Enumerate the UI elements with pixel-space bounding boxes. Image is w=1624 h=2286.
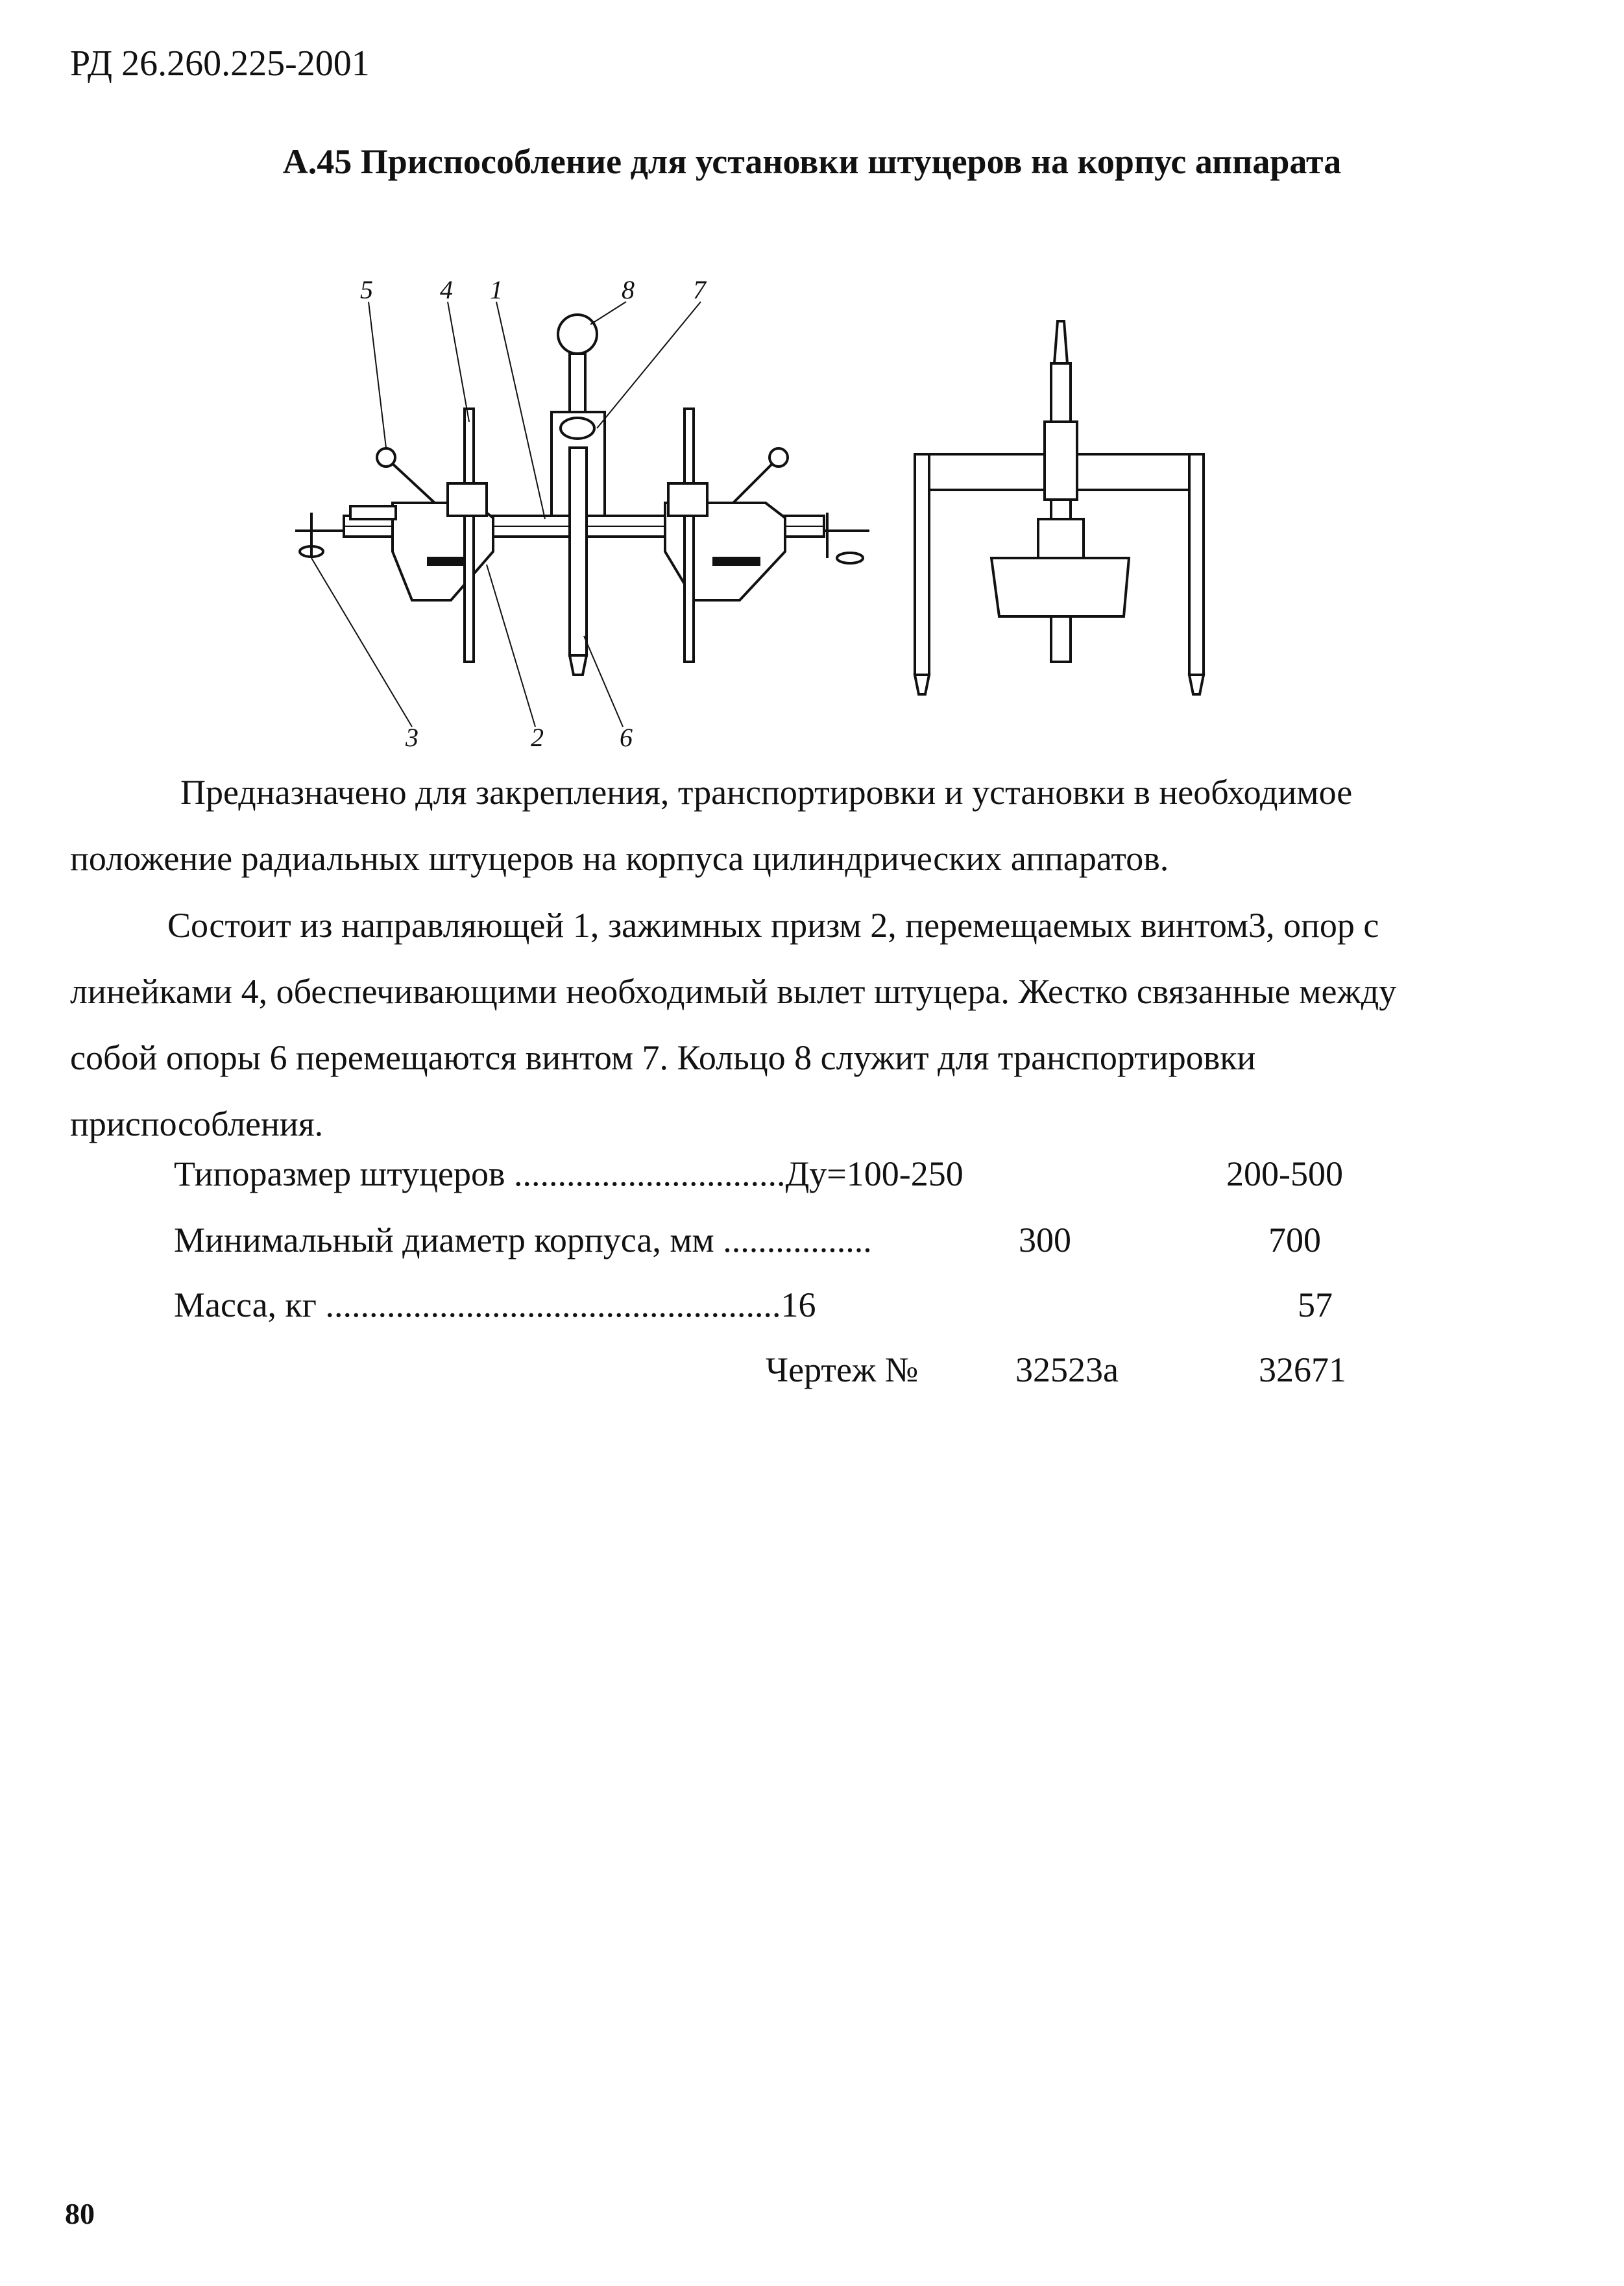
left-ruler	[465, 409, 474, 662]
spec-value-2: 200-500	[1226, 1154, 1343, 1193]
spec-value-2: 700	[1268, 1221, 1321, 1259]
spec-row-size	[174, 1154, 963, 1194]
spec-value-1: 16	[781, 1285, 816, 1324]
drawing-number-label: Чертеж №	[766, 1350, 919, 1389]
side-view-left-leg	[915, 454, 929, 675]
right-clamping-prism	[665, 503, 785, 600]
side-view-prism	[991, 558, 1129, 616]
page-number: 80	[65, 2197, 95, 2230]
spec-label: Минимальный диаметр корпуса, мм	[174, 1221, 714, 1259]
callout-label: 5	[360, 275, 373, 304]
spec-row-diameter	[174, 1220, 872, 1260]
side-view-right-leg	[1189, 454, 1204, 675]
section-title: А.45 Приспособление для установки штуцеров на корпус аппарата	[282, 142, 1342, 181]
right-ruler	[685, 409, 694, 662]
spec-label: Типоразмер штуцеров	[174, 1154, 505, 1193]
callout-label: 4	[440, 275, 453, 304]
spec-value-1: Ду=100-250	[785, 1154, 963, 1193]
callout-label: 2	[531, 723, 544, 752]
spec-dots: ...............................	[513, 1154, 786, 1193]
center-support	[570, 448, 587, 655]
spec-row-mass	[174, 1285, 816, 1325]
left-clamping-prism	[393, 503, 493, 600]
technical-drawing	[273, 273, 1246, 753]
spec-label: Масса, кг	[174, 1285, 317, 1324]
spec-dots: .................	[723, 1221, 872, 1259]
spec-dots: ....................................................	[325, 1285, 781, 1324]
drawing-number-2: 32671	[1259, 1350, 1346, 1389]
document-code: РД 26.260.225-2001	[70, 43, 370, 84]
drawing-number-1: 32523а	[1015, 1350, 1119, 1389]
callout-label: 3	[406, 723, 418, 752]
lifting-ring	[558, 315, 597, 354]
spec-value-1: 300	[1019, 1221, 1071, 1259]
description-paragraph-1: Предназначено для закрепления, транспортировки и установки в необходимое положение радиальных штуцеров на корпуса цилиндрических аппаратов.	[70, 773, 1353, 878]
description-paragraph-2: Состоит из направляющей 1, зажимных призм 2, перемещаемых винтом3, опор с линейками 4, обеспечивающими необходимый вылет штуцера. Жестко связанные между собой опоры 6 перемещаются винтом 7. Кольцо 8 служит для транспортировки приспособления.	[70, 906, 1397, 1143]
spec-value-2: 57	[1298, 1285, 1333, 1324]
callout-label: 1	[490, 275, 503, 304]
callout-label: 7	[693, 275, 706, 304]
callout-label: 8	[622, 275, 635, 304]
callout-label: 6	[620, 723, 633, 752]
